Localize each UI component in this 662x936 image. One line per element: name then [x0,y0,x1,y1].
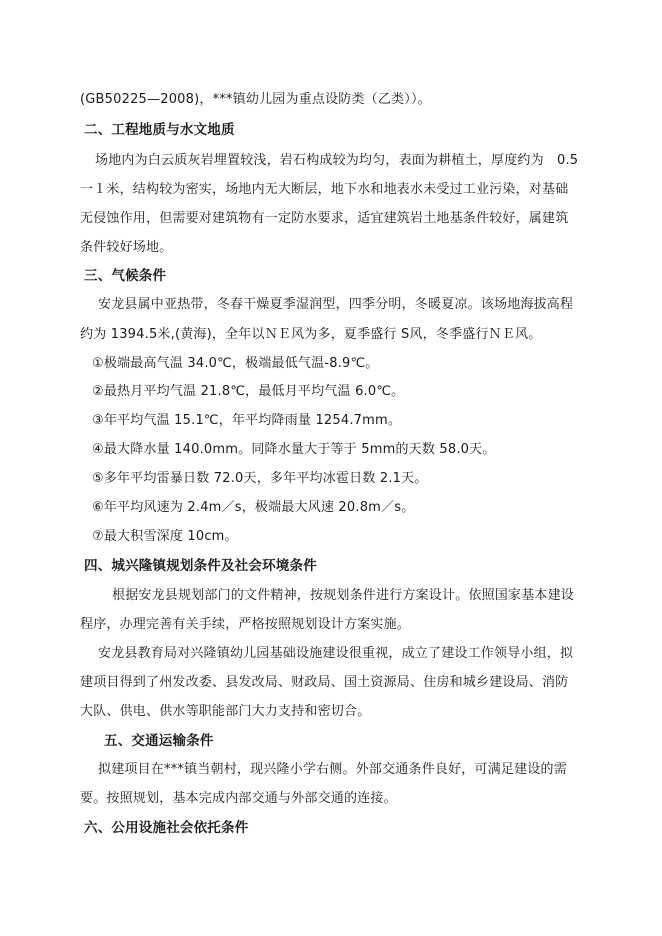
climate-item-5: ⑤多年平均雷暴日数 72.0天，多年平均冰雹日数 2.1天。 [92,471,428,486]
paragraph-line: 要。按照规划，基本完成内部交通与外部交通的连接。 [80,791,397,806]
paragraph-line: 建项目得到了州发改委、县发改局、财政局、国土资源局、住房和城乡建设局、消防 [80,675,569,690]
heading-climate: 三、气候条件 [84,268,167,284]
paragraph-line: 拟建项目在***镇当朝村，现兴隆小学右侧。外部交通条件良好，可满足建设的需 [98,762,567,777]
paragraph-line: 约为 1394.5米,(黄海)，全年以ＮＥ风为多，夏季盛行 S风，冬季盛行ＮＥ风。 [80,327,542,342]
heading-transport: 五、交通运输条件 [104,733,214,749]
heading-planning: 四、城兴隆镇规划条件及社会环境条件 [84,558,317,574]
paragraph-line: 大队、供电、供水等职能部门大力支持和密切合。 [80,704,371,719]
paragraph-line: 条件较好场地。 [80,240,173,255]
paragraph-line: 安龙县属中亚热带，冬春干燥夏季湿润型，四季分明，冬暖夏凉。该场地海拔高程 [98,297,574,312]
climate-item-2: ②最热月平均气温 21.8℃，最低月平均气温 6.0℃。 [92,384,405,399]
paragraph-line: 安龙县教育局对兴隆镇幼儿园基础设施建设很重视，成立了建设工作领导小组，拟 [98,646,574,661]
paragraph-line: 无侵蚀作用，但需要对建筑物有一定防水要求，适宜建筑岩土地基条件较好，属建筑 [80,211,569,226]
heading-geology: 二、工程地质与水文地质 [84,122,235,138]
paragraph-line: 根据安龙县规划部门的文件精神，按规划条件进行方案设计。依照国家基本建设 [112,588,575,603]
climate-item-3: ③年平均气温 15.1℃，年平均降雨量 1254.7mm。 [92,413,402,428]
paragraph-line: 一１米，结构较为密实，场地内无大断层，地下水和地表水未受过工业污染，对基础 [80,182,569,197]
heading-public-facilities: 六、公用设施社会依托条件 [84,820,249,836]
climate-item-4: ④最大降水量 140.0mm。同降水量大于等于 5mm的天数 58.0天。 [92,442,496,457]
paragraph-line: 程序，办理完善有关手续，严格按照规划设计方案实施。 [80,617,411,632]
paragraph-line-standard-ref: (GB50225—2008)，***镇幼儿园为重点设防类（乙类））。 [80,92,431,107]
paragraph-line: 场地内为白云质灰岩埋置较浅，岩石构成较为均匀，表面为耕植土，厚度约为 0.5 [95,153,579,168]
climate-item-6: ⑥年平均风速为 2.4m／s，极端最大风速 20.8m／s。 [92,500,415,515]
climate-item-1: ①极端最高气温 34.0℃，极端最低气温-8.9℃。 [92,356,379,371]
climate-item-7: ⑦最大积雪深度 10cm。 [92,529,238,544]
